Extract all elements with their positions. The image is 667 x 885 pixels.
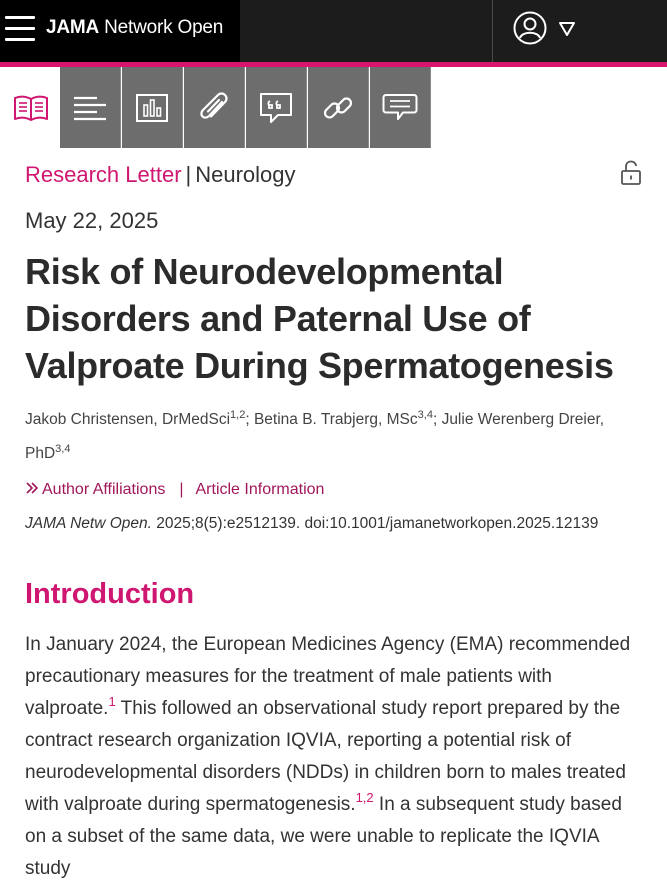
paragraph-text: This followed an observational study report prepared by the contract research organization IQVIA, reporting a potential risk of neurodevelopmental disorders (NDDs) in children born to males treated with valproate during spermatogenesis. <box>25 698 626 815</box>
tab-figures[interactable] <box>122 67 183 148</box>
user-account-icon[interactable] <box>513 11 547 45</box>
tab-cite[interactable] <box>246 67 307 148</box>
text-lines-icon <box>73 95 107 121</box>
bar-chart-icon <box>136 94 168 122</box>
paragraph-text: In a subsequent study based on a subset of the same data, we were unable to replicate the IQVIA study <box>25 794 622 879</box>
quote-icon <box>259 92 293 124</box>
user-account-area <box>492 0 667 62</box>
brand-area <box>0 0 240 62</box>
introduction-paragraph <box>25 629 645 885</box>
citation-details: 2025;8(5):e2512139. doi:10.1001/jamanetworkopen.2025.12139 <box>151 515 599 532</box>
author-name[interactable]: Julie Werenberg Dreier, PhD <box>25 411 605 462</box>
journal-logo[interactable] <box>46 17 223 39</box>
tab-related[interactable] <box>308 67 369 148</box>
article-topic[interactable]: Neurology <box>195 162 296 187</box>
article-toolbar <box>0 67 667 148</box>
double-chevron-right-icon <box>25 481 39 495</box>
author-separator: ; <box>245 411 254 428</box>
article-information-link[interactable]: Article Information <box>195 481 325 498</box>
author-affiliation-ref: 1,2 <box>230 409 246 421</box>
top-navigation-bar <box>0 0 667 62</box>
author-list <box>25 403 625 471</box>
tab-supplemental[interactable] <box>184 67 245 148</box>
paragraph-text: In January 2024, the European Medicines Agency (EMA) recommended precautionary measures for the treatment of male patients with valproate. <box>25 634 631 719</box>
article-citation <box>25 515 598 533</box>
author-affiliation-ref: 3,4 <box>417 409 433 421</box>
paperclip-icon <box>198 91 230 125</box>
publication-date: May 22, 2025 <box>25 208 159 233</box>
article-title: Risk of Neurodevelopmental Disorders and Paternal Use of Valproate During Spermatogenesis <box>25 251 614 386</box>
chain-link-icon <box>321 91 355 125</box>
tab-article[interactable] <box>0 67 61 148</box>
author-name[interactable]: Jakob Christensen, DrMedSci <box>25 411 231 428</box>
citation-journal: JAMA Netw Open. <box>25 515 152 532</box>
brand-rest: Network Open <box>99 17 224 38</box>
article-kicker <box>25 162 296 188</box>
book-icon <box>13 93 49 123</box>
author-affiliations-link[interactable]: Author Affiliations <box>42 481 166 498</box>
menu-hamburger-icon[interactable] <box>5 16 35 42</box>
section-heading-introduction: Introduction <box>25 578 195 610</box>
article-type[interactable]: Research Letter <box>25 162 182 187</box>
article-meta-links <box>25 481 324 499</box>
comment-icon <box>382 93 418 123</box>
links-separator: | <box>179 481 184 498</box>
reference-link[interactable]: 1 <box>108 694 116 709</box>
author-name[interactable]: Betina B. Trabjerg, MSc <box>253 411 418 428</box>
brand-bold: JAMA <box>46 17 100 38</box>
author-affiliation-ref: 3,4 <box>55 443 71 455</box>
kicker-separator: | <box>185 162 192 187</box>
author-separator: ; <box>432 411 442 428</box>
dropdown-triangle-icon[interactable] <box>557 18 577 38</box>
tab-comments[interactable] <box>370 67 431 148</box>
tab-outline[interactable] <box>60 67 121 148</box>
reference-link[interactable]: 1,2 <box>355 790 374 805</box>
open-access-unlock-icon <box>620 160 642 186</box>
